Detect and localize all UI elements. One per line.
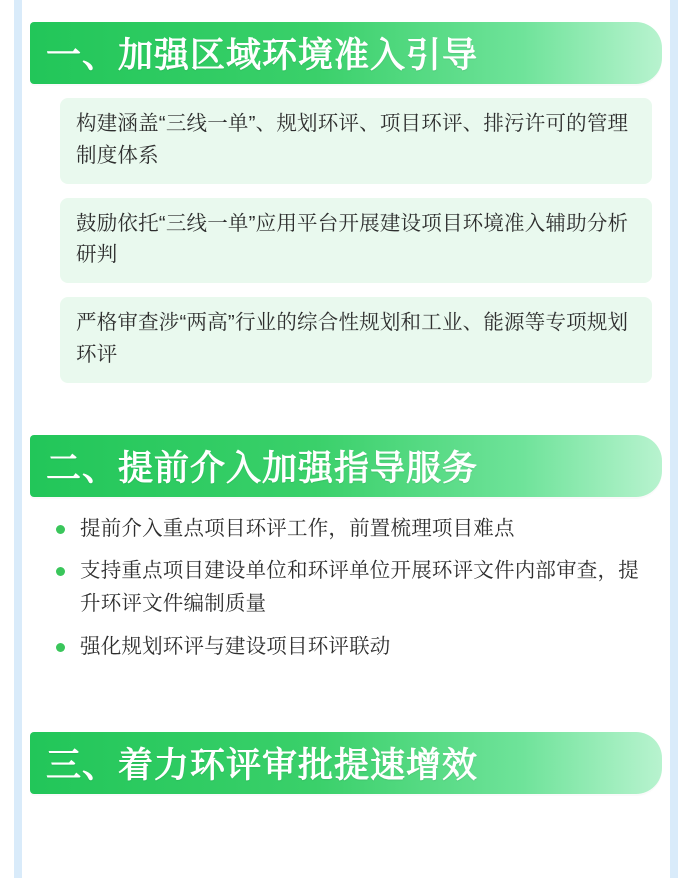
list-item (54, 555, 652, 621)
list-item (54, 513, 652, 546)
list-item (54, 631, 652, 664)
info-card: 鼓励依托“三线一单”应用平台开展建设项目环境准入辅助分析研判 (60, 198, 652, 284)
page-edge-rail-right (670, 0, 678, 878)
section-card-list-1 (30, 98, 662, 383)
bullet-dot-icon (56, 643, 65, 652)
section-banner-3 (30, 732, 662, 794)
list-item-text: 强化规划环评与建设项目环评联动 (80, 634, 391, 658)
bullet-dot-icon (56, 567, 65, 576)
section-banner-2 (30, 435, 662, 497)
section-banner-1 (30, 22, 662, 84)
section-heading-1: 一、加强区域环境准入引导 (46, 36, 479, 75)
page-edge-rail-left (14, 0, 22, 878)
section-heading-3: 三、着力环评审批提速增效 (46, 745, 479, 785)
bullet-dot-icon (56, 525, 65, 534)
list-item-text: 提前介入重点项目环评工作，前置梳理项目难点 (80, 516, 515, 540)
section-spacer (30, 680, 662, 710)
section-heading-2: 二、提前介入加强指导服务 (46, 448, 479, 488)
list-item-text: 支持重点项目建设单位和环评单位开展环评文件内部审查，提升环评文件编制质量 (80, 559, 639, 616)
section-spacer (30, 397, 662, 413)
infographic-content (30, 0, 662, 878)
info-card: 构建涵盖“三线一单”、规划环评、项目环评、排污许可的管理制度体系 (60, 98, 652, 184)
section-bullet-list-2 (30, 513, 662, 664)
info-card: 严格审查涉“两高”行业的综合性规划和工业、能源等专项规划环评 (60, 297, 652, 383)
